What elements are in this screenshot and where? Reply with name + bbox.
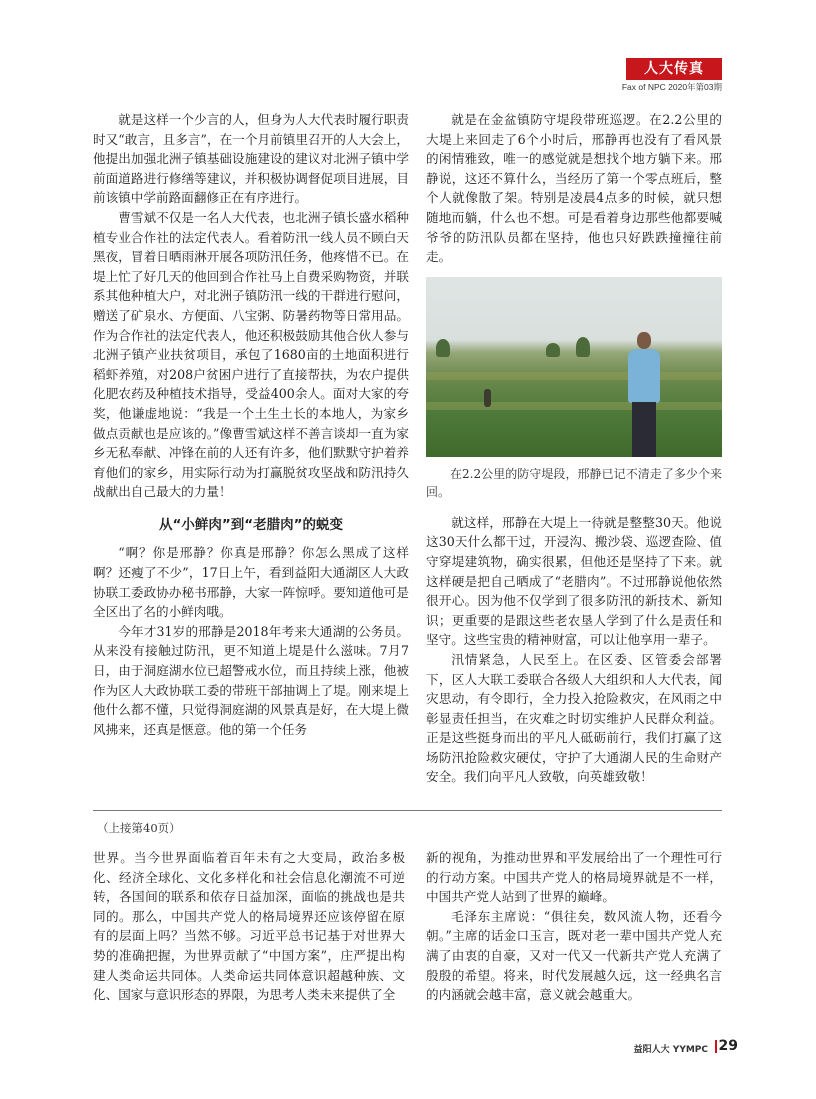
man-on-dike-figure: [624, 332, 664, 457]
section-divider: [93, 810, 722, 811]
field-strip: [426, 372, 722, 380]
paragraph: 汛情紧急，人民至上。在区委、区管委会部署下，区人大联工委联合各级人大组织和人大代表，闻灾思动，有令即行，全力投入抢险救灾，在风雨之中彰显责任担当，在灾难之时切实维护人民群众利益。正是这些挺身而出的平凡人砥砺前行，我们打赢了这场防汛抢险救灾硬仗，守护了大通湖人民的生命财产安全。我们向平凡人致敬，向英雄致敬！: [426, 651, 722, 785]
paragraph: 世界。当今世界面临着百年未有之大变局，政治多极化、经济全球化、文化多样化和社会信息化潮流不可逆转，各国间的联系和依存日益加深，面临的挑战也是共同的。那么，中国共产党人的格局境界还应该停留在原有的层面上吗？当然不够。习近平总书记基于对世界大势的准确把握，为世界贡献了“中国方案”，庄严提出构建人类命运共同体。人类命运共同体意识超越种族、文化、国家与意识形态的界限，为思考人类未来提供了全: [93, 850, 405, 1003]
tree-shape: [436, 339, 450, 357]
continued-from-note: （上接第40页）: [97, 821, 181, 835]
tree-shape: [576, 337, 590, 357]
field-strip: [426, 402, 722, 410]
continued-left-column: [93, 848, 405, 1005]
paragraph: 就是这样一个少言的人，但身为人大代表时履行职责时又“敢言，且多言”，在一个月前镇里召开的人大会上，他提出加强北洲子镇基础设施建设的建议对北洲子镇中学前面道路进行修缮等建议，并积极协调督促项目进展，目前该镇中学前路面翻修正在有序进行。: [93, 112, 409, 206]
column-badge: [626, 58, 722, 80]
paragraph: 今年才31岁的邢静是2018年考来大通湖的公务员。从来没有接触过防汛，更不知道上堤是什么滋味。7月7日，由于洞庭湖水位已超警戒水位，而且持续上涨，他被作为区人大政协联工委的带班干部抽调上了堤。刚来堤上他什么都不懂，只觉得洞庭湖的风景真是好，在大堤上微风拂来，还真是惬意。他的第一个任务: [93, 623, 409, 737]
paragraph: 就是在金盆镇防守堤段带班巡逻。在2.2公里的大堤上来回走了6个小时后，邢静再也没有了看风景的闲情雅致，唯一的感觉就是想找个地方躺下来。邢静说，这还不算什么，当经历了第一个零点班后，整个人就像散了架。特别是凌晨4点多的时候，就只想随地而躺，什么也不想。可是看着身边那些他都要喊爷爷的防汛队员都在坚持，他也只好跌跌撞撞往前走。: [426, 112, 722, 265]
paragraph: 新的视角，为推动世界和平发展给出了一个理性可行的行动方案。中国共产党人的格局境界就是不一样，中国共产党人站到了世界的巅峰。: [426, 850, 722, 905]
magazine-name: 益阳人大 YYMPC: [633, 1045, 708, 1055]
paragraph: “啊？你是邢静？你真是邢静？你怎么黑成了这样啊？还瘦了不少”，17日上午，看到益阳大通湖区人大政协联工委政协办秘书邢静，大家一阵惊呼。要知道他可是全区出了名的小鲜肉哦。: [93, 545, 409, 620]
article-left-column: [93, 110, 409, 739]
continued-right-column: [426, 848, 722, 1005]
distant-worker-figure: [484, 389, 491, 407]
issue-label: Fax of NPC 2020年第03期: [621, 82, 722, 92]
column-name: 人大传真: [644, 61, 704, 77]
article-right-column: [426, 110, 722, 787]
section-heading: 从“小鲜肉”到“老腊肉”的蜕变: [159, 516, 343, 533]
tree-shape: [546, 343, 560, 357]
footer-separator: [715, 1040, 717, 1053]
paragraph: 就这样，邢静在大堤上一待就是整整30天。他说这30天什么都干过，开浸沟、搬沙袋、巡逻查险、值守穿堤建筑物，确实很累，但他还是坚持了下来。就这样硬是把自己晒成了“老腊肉”。不过邢静说他依然很开心。因为他不仅学到了很多防汛的新技术、新知识；更重要的是跟这些老农垦人学到了什么是责任和坚守。这些宝贵的精神财富，可以让他享用一辈子。: [426, 514, 722, 648]
page-number: 29: [718, 1038, 738, 1054]
paragraph: 毛泽东主席说：“俱往矣，数风流人物，还看今朝。”主席的话金口玉言，既对老一辈中国共产党人充满了由衷的自豪，又对一代又一代新共产党人充满了殷殷的希望。将来，时代发展越久远，这一经典名言的内涵就会越丰富，意义就会越重大。: [426, 908, 722, 1003]
photo-caption: 在2.2公里的防守堤段，邢静已记不清走了多少个来回。: [426, 466, 722, 499]
paragraph: 曹雪斌不仅是一名人大代表，也北洲子镇长盛水稻种植专业合作社的法定代表人。看着防汛一线人员不顾白天黑夜，冒着日晒雨淋开展各项防汛任务，他疼惜不已。在堤上忙了好几天的他回到合作社马上自费采购物资，并联系其他种植大户，对北洲子镇防汛一线的干群进行慰问，赠送了矿泉水、方便面、八宝粥、防暑药物等日常用品。作为合作社的法定代表人，他还积极鼓励其他合伙人参与北洲子镇产业扶贫项目，承包了1680亩的土地面积进行稻虾养殖，对208户贫困户进行了直接帮扶，为农户提供化肥农药及种植技术指导，受益400余人。面对大家的夸奖，他谦虚地说：“我是一个土生土长的本地人，为家乡做点贡献也是应该的。”像曹雪斌这样不善言谈却一直为家乡无私奉献、冲锋在前的人还有许多，他们默默守护着养育他们的家乡，用实际行动为打赢脱贫攻坚战和防汛持久战献出自己最大的力量！: [93, 209, 409, 500]
embankment-photo: [426, 277, 722, 457]
